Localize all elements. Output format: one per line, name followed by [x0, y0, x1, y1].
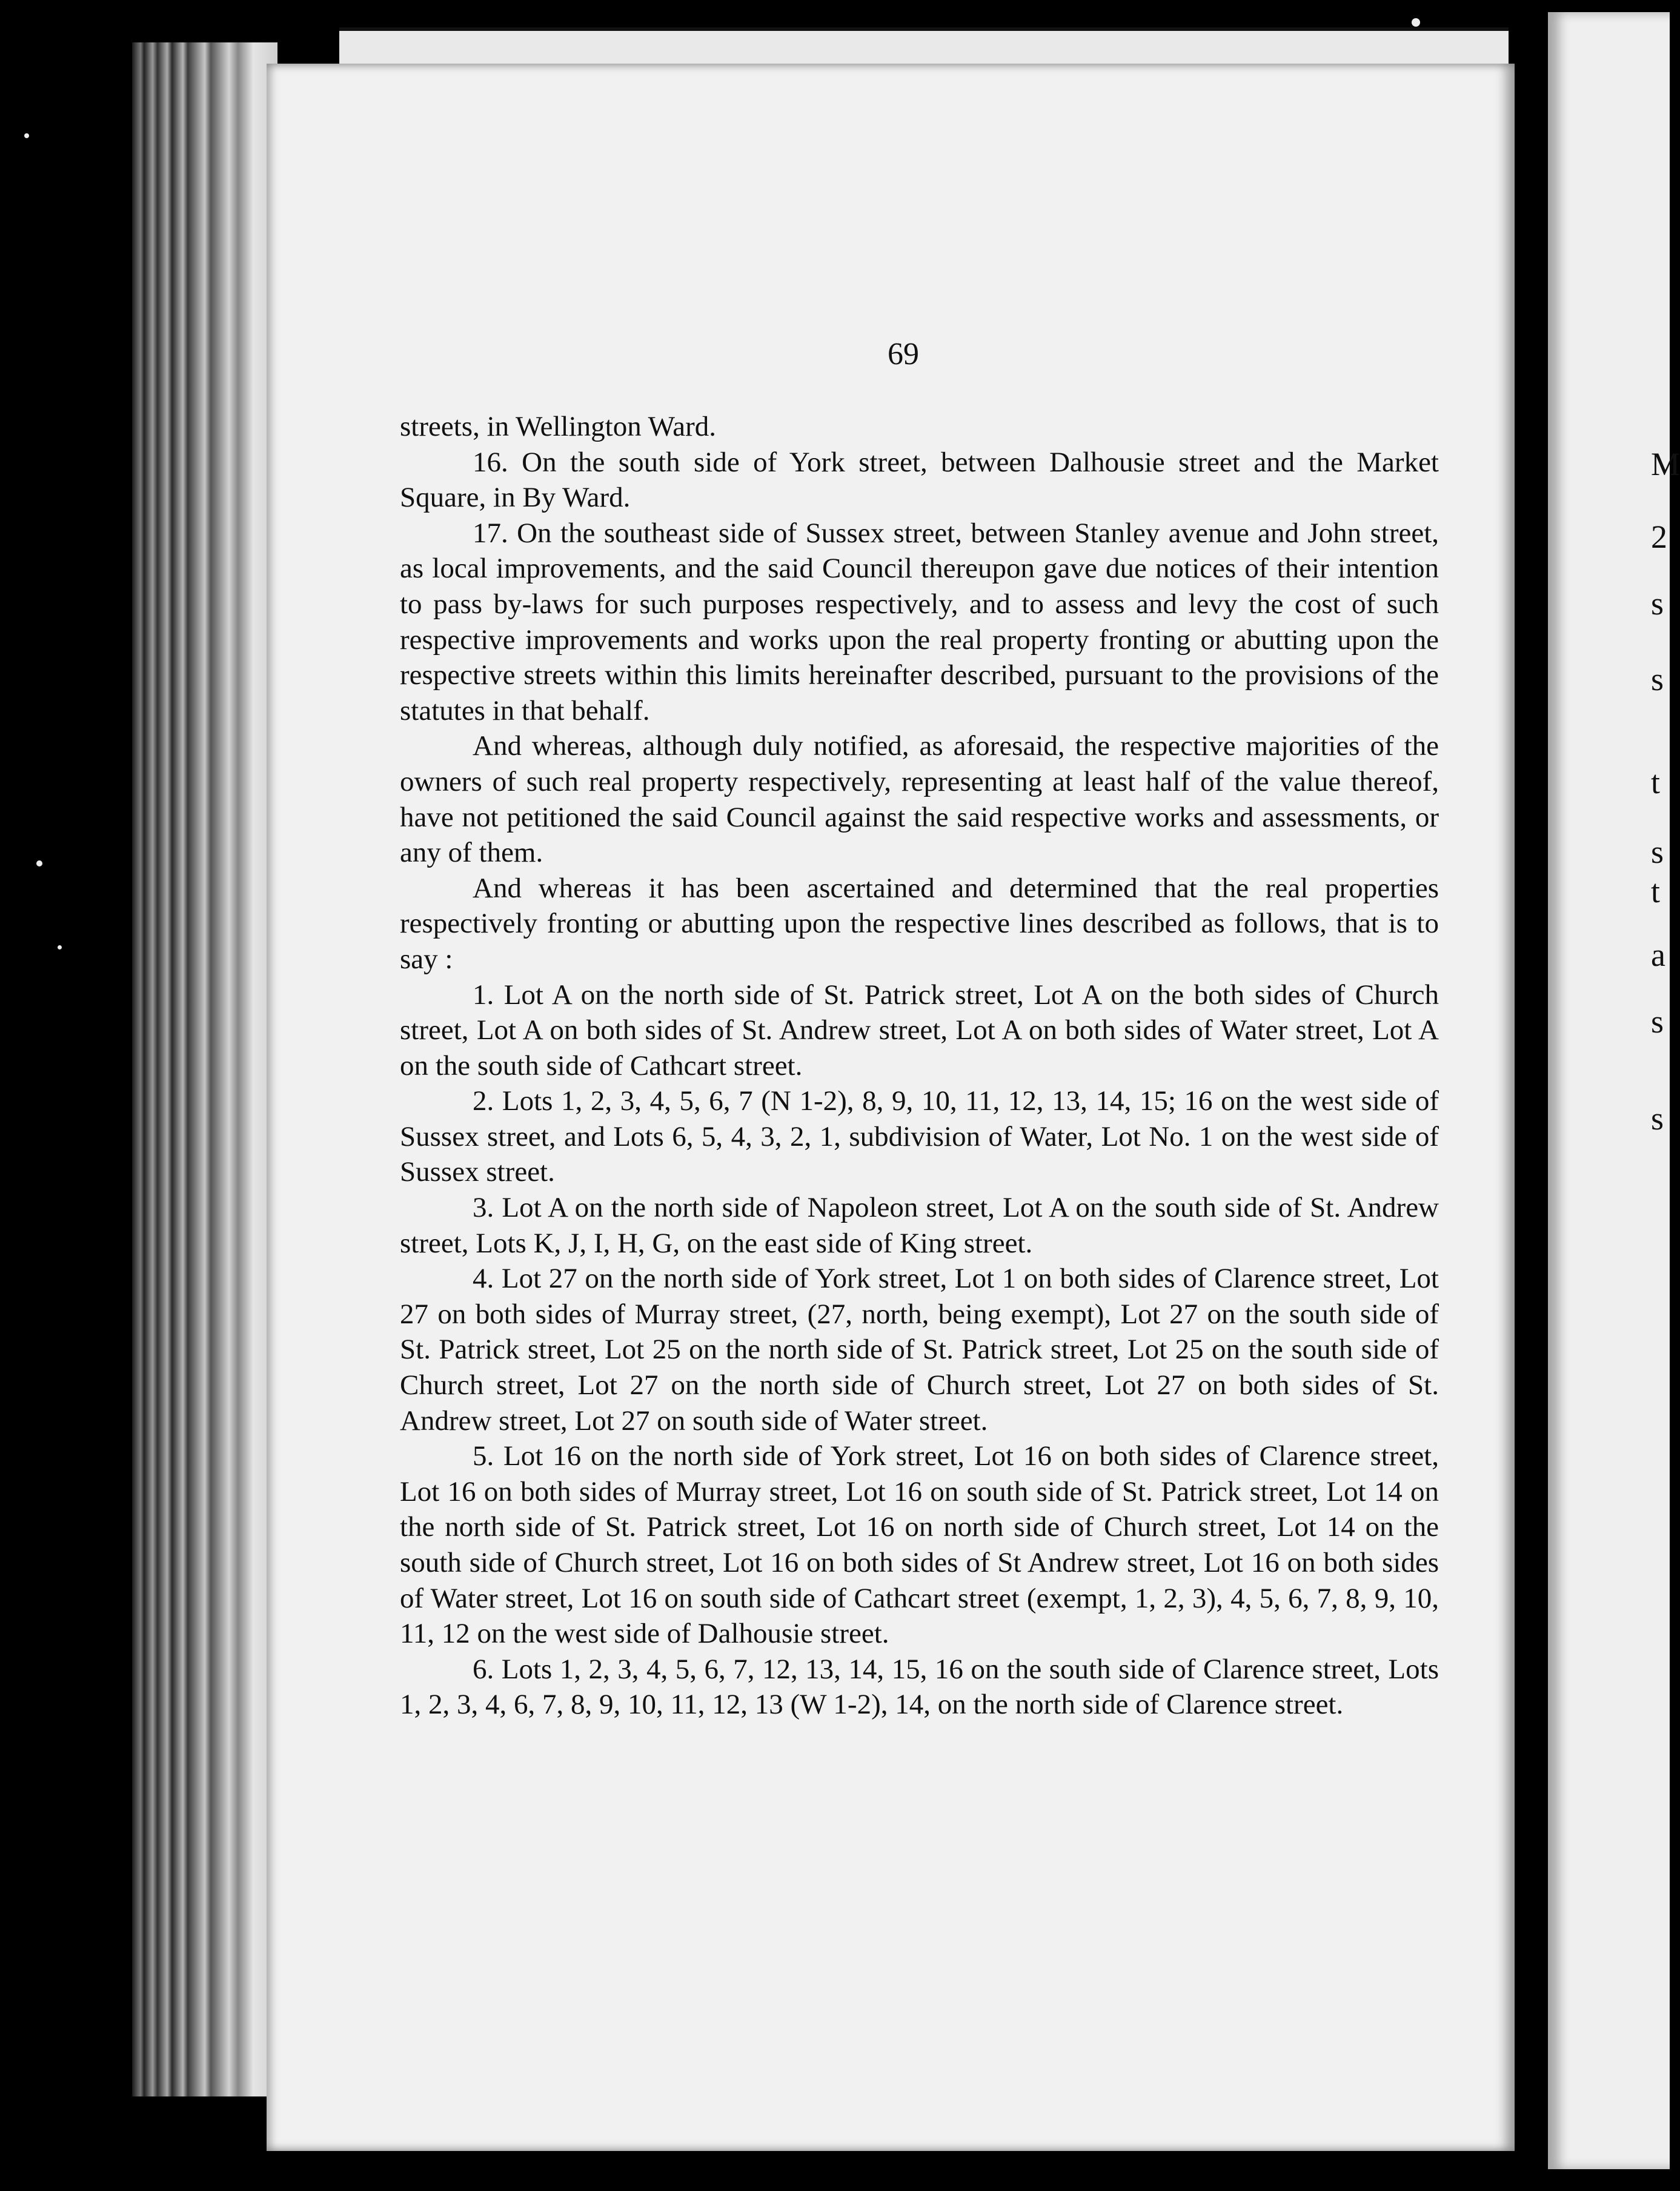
facing-page-fragment: M: [1651, 446, 1680, 482]
scan-speck: [36, 860, 42, 866]
facing-page-fragment: 2: [1651, 519, 1667, 555]
paragraph: And whereas it has been ascertained and determined that the real properties respectively fronting or abutting upon the respective lines described as follows, that is to say :: [400, 872, 1439, 975]
facing-page-fragment: s: [1651, 661, 1664, 697]
list-item: 3. Lot A on the north side of Napoleon street, Lot A on the south side of St. Andrew street, Lots K, J, I, H, G, on the east side of King street.: [400, 1192, 1439, 1259]
scan-speck: [24, 133, 29, 138]
facing-page-fragment: s: [1651, 834, 1664, 870]
paragraph: streets, in Wellington Ward.: [400, 411, 716, 442]
facing-page-fragment: a: [1651, 937, 1665, 973]
list-item: 5. Lot 16 on the north side of York street, Lot 16 on both sides of Clarence street, Lot 16 on both sides of Murray street, Lot 16 on south side of St. Patrick street, Lot 14 on the north side of St. Patrick street, Lot 16 on north side of Church street, Lot 14 on the south side of Church street, Lot 16 on both sides of St Andrew street, Lot 16 on both sides of Water street, Lot 16 on south side of Cathcart street (exempt, 1, 2, 3), 4, 5, 6, 7, 8, 9, 10, 11, 12 on the west side of Dalhousie street.: [400, 1440, 1439, 1650]
scan-speck: [58, 945, 62, 949]
list-item: 1. Lot A on the north side of St. Patrick street, Lot A on the both sides of Church street, Lot A on both sides of St. Andrew street, Lot A on both sides of Water street, Lot A on the south side of Cathcart street.: [400, 979, 1439, 1082]
facing-page-edge: [1548, 12, 1680, 2169]
scan-speck: [1412, 18, 1420, 27]
list-item: 4. Lot 27 on the north side of York street, Lot 1 on both sides of Clarence street, Lot 27 on both sides of Murray street, (27, north, being exempt), Lot 27 on the south side of St. Patrick street, Lot 25 on the north side of St. Patrick street, Lot 25 on the south side of Church street, Lot 27 on the north side of Church street, Lot 27 on both sides of St. Andrew street, Lot 27 on south side of Water street.: [400, 1263, 1439, 1437]
facing-page-fragment: t: [1651, 764, 1661, 800]
paragraph: And whereas, although duly notified, as aforesaid, the respective majorities of the owners of such real property respectively, representing at least half of the value thereof, have not petitioned the said Council against the said respective works and assessments, or any of them.: [400, 730, 1439, 869]
paragraph: 17. On the southeast side of Sussex street, between Stanley avenue and John street, as local improvements, and the said Council thereupon gave due notices of their intention to pass by-laws for such purposes respectively, and to assess and levy the cost of such respective improvements and works upon the real property fronting or abutting upon the respective streets within this limits hereinafter described, pursuant to the provisions of the statutes in that behalf.: [400, 517, 1439, 726]
facing-page-fragment: s: [1651, 1100, 1664, 1137]
paragraph: 16. On the south side of York street, between Dalhousie street and the Market Square, in By Ward.: [400, 446, 1439, 514]
page-number: 69: [888, 337, 919, 371]
list-item: 6. Lots 1, 2, 3, 4, 5, 6, 7, 12, 13, 14, 15, 16 on the south side of Clarence street, Lots 1, 2, 3, 4, 6, 7, 8, 9, 10, 11, 12, 13 (W 1-2), 14, on the north side of Clarence street.: [400, 1653, 1439, 1721]
page-body: [400, 409, 1439, 1723]
facing-page-fragment: s: [1651, 1003, 1664, 1040]
facing-page-fragment: s: [1651, 585, 1664, 622]
list-item: 2. Lots 1, 2, 3, 4, 5, 6, 7 (N 1-2), 8, 9, 10, 11, 12, 13, 14, 15; 16 on the west side of Sussex street, and Lots 6, 5, 4, 3, 2, 1, subdivision of Water, Lot No. 1 on the west side of Sussex street.: [400, 1085, 1439, 1188]
book-edge: [132, 42, 277, 2096]
facing-page-fragment: t: [1651, 873, 1661, 909]
